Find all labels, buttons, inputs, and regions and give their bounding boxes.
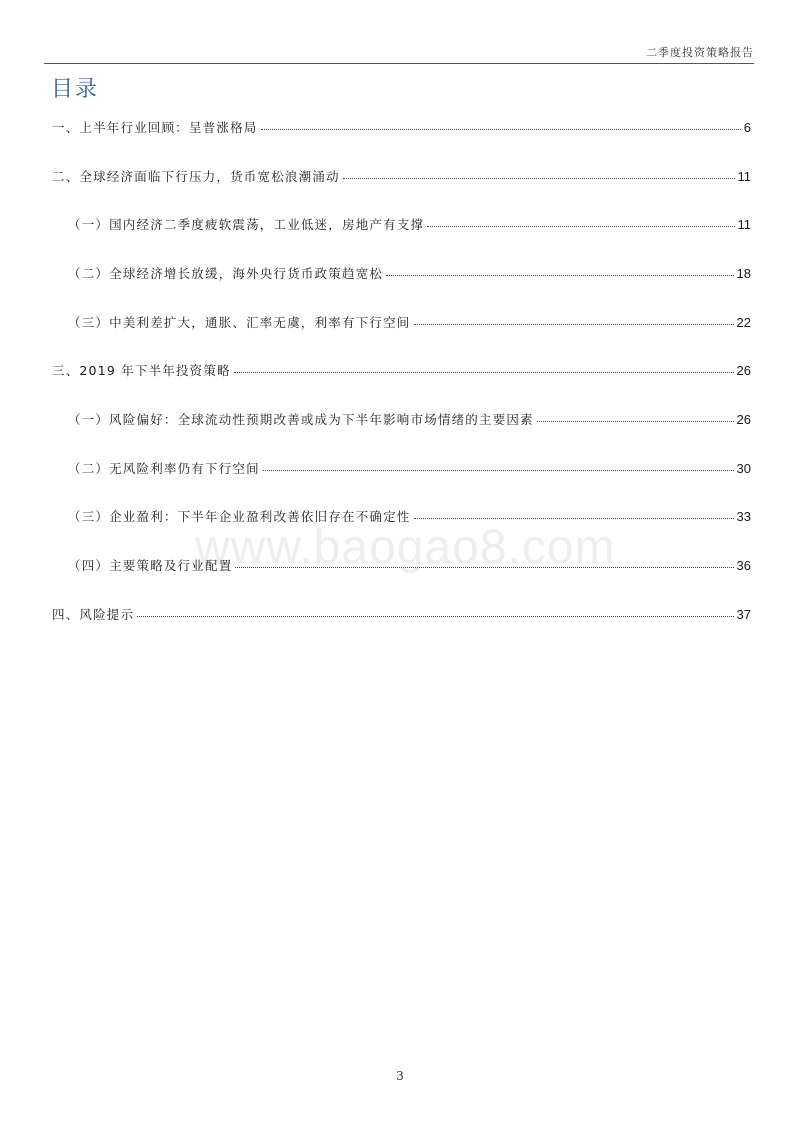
toc-entry[interactable] [52, 120, 751, 136]
toc-entry-page: 18 [736, 266, 751, 281]
toc-entry-page: 37 [736, 607, 751, 622]
toc-entry-text: 二、全球经济面临下行压力，货币宽松浪潮涌动 [52, 169, 340, 184]
toc-entry-text: 四、风险提示 [52, 607, 135, 622]
toc-dot-leader [234, 371, 734, 373]
toc-entry-page: 11 [737, 169, 751, 184]
toc-entry[interactable] [68, 412, 751, 428]
toc-entry[interactable] [68, 217, 751, 233]
toc-entry-page: 36 [736, 558, 751, 573]
toc-entry-text: 三、2019 年下半年投资策略 [52, 363, 231, 378]
toc-dot-leader [537, 420, 734, 422]
toc-dot-leader [137, 615, 733, 617]
toc-entry-text: （一）风险偏好：全球流动性预期改善或成为下半年影响市场情绪的主要因素 [68, 412, 534, 427]
toc-dot-leader [427, 225, 734, 227]
toc-entry-text: 一、上半年行业回顾：呈普涨格局 [52, 120, 258, 135]
running-header-title: 二季度投资策略报告 [646, 46, 754, 59]
toc-heading: 目录 [51, 77, 100, 102]
toc-entry-text: （三）企业盈利：下半年企业盈利改善依旧存在不确定性 [68, 509, 411, 524]
toc-dot-leader [343, 177, 735, 179]
toc-entry-text: （二）无风险利率仍有下行空间 [68, 461, 260, 476]
toc-entry-text: （二）全球经济增长放缓，海外央行货币政策趋宽松 [68, 266, 384, 281]
toc-entry[interactable] [52, 607, 751, 623]
watermark: www.baogao8.com [195, 521, 616, 574]
toc-entry-page: 33 [736, 509, 751, 524]
toc-entry-page: 6 [743, 120, 751, 135]
header-rule [44, 63, 754, 64]
toc-entry[interactable] [68, 315, 751, 331]
toc-entry-text: （四）主要策略及行业配置 [68, 558, 233, 573]
toc-entry-text: （三）中美利差扩大，通胀、汇率无虞，利率有下行空间 [68, 315, 411, 330]
toc-entry-page: 26 [736, 412, 751, 427]
page-number: 3 [396, 1069, 404, 1083]
toc-entry-page: 30 [736, 461, 751, 476]
toc-entry-page: 11 [737, 217, 751, 232]
toc-entry-page: 22 [736, 315, 751, 330]
toc-entry[interactable] [52, 363, 751, 379]
toc-entry-page: 26 [736, 363, 751, 378]
toc-entry[interactable] [52, 169, 751, 185]
toc-entry[interactable] [68, 266, 751, 282]
toc-dot-leader [261, 128, 741, 130]
toc-dot-leader [386, 274, 733, 276]
toc-entry[interactable] [68, 461, 751, 477]
toc-dot-leader [263, 469, 734, 471]
toc-entry-text: （一）国内经济二季度疲软震荡，工业低迷，房地产有支撑 [68, 217, 425, 232]
toc-dot-leader [414, 323, 734, 325]
toc-dot-leader [414, 517, 734, 519]
